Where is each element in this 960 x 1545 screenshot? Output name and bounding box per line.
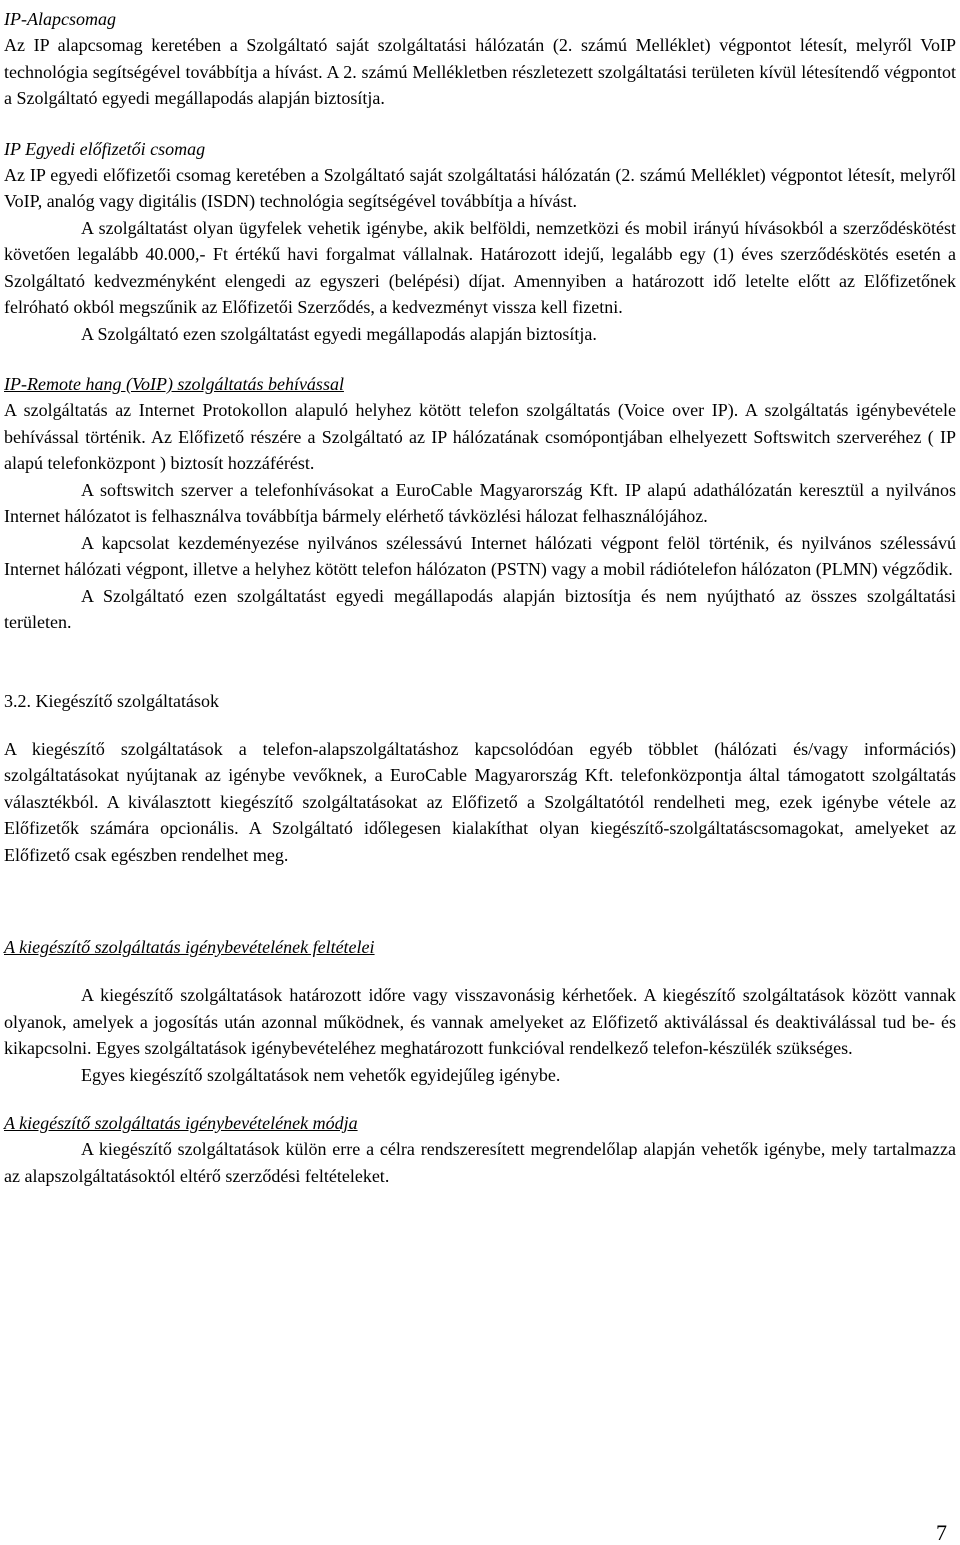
heading-conditions: A kiegészítő szolgáltatás igénybevételének feltételei (4, 937, 375, 957)
paragraph: A softswitch szerver a telefonhívásokat a EuroCable Magyarország Kft. IP alapú adathálózatán keresztül a nyilvános Internet hálózatot is felhasználva továbbítja bármely elérhető távközlési hálozat felhasználójához. (4, 479, 956, 526)
page-number: 7 (936, 1520, 947, 1545)
heading-ip-individual: IP Egyedi előfizetői csomag (4, 138, 206, 159)
paragraph: A szolgáltatás az Internet Protokollon alapuló helyhez kötött telefon szolgáltatás (Voice over IP). A szolgáltatás igénybevétele behívással történik. Az Előfizető részére a Szolgáltató az IP hálózatának csomópontjában elhelyezett Softswitch szerveréhez ( IP alapú telefonközpont ) biztosít hozzáférést. (4, 400, 956, 473)
paragraph: A kiegészítő szolgáltatások külön erre a célra rendszeresített megrendelőlap alapján vehetők igénybe, mely tartalmazza az alapszolgáltatásoktól eltérő szerződési feltételeket. (4, 1139, 956, 1186)
heading-ip-remote: IP-Remote hang (VoIP) szolgáltatás behívással (4, 374, 344, 394)
paragraph: A kapcsolat kezdeményezése nyilvános szélessávú Internet hálózati végpont felöl történik, és nyilvános szélessávú Internet hálózati végpont, illetve a helyhez kötött telefon hálózaton (PSTN) vagy a mobil rádiótelefon hálózaton (PLMN) végződik. (4, 532, 956, 579)
heading-method: A kiegészítő szolgáltatás igénybevételének módja (4, 1113, 358, 1133)
paragraph: A kiegészítő szolgáltatások a telefon-alapszolgáltatáshoz kapcsolódóan egyéb többlet (hálózati és/vagy információs) szolgáltatásokat nyújtanak az igénybe vevőknek, a EuroCable Magyarország Kft. telefonközpontja által támogatott szolgáltatás választékból. A kiválasztott kiegészítő szolgáltatásokat az Előfizető a Szolgáltatótól rendelheti meg, ezek igénybe vétele az Előfizetők számára opcionális. A Szolgáltató időlegesen kialakíthat olyan kiegészítő-szolgáltatáscsomagokat, amelyeket az Előfizető csak egészben rendelhet meg. (4, 738, 956, 865)
paragraph: Az IP egyedi előfizetői csomag keretében a Szolgáltató saját szolgáltatási hálózatán (2. számú Melléklet) végpontot létesít, melyről VoIP, analóg vagy digitális (ISDN) technológia segítségével továbbítja a hívást. (4, 164, 956, 211)
paragraph: A Szolgáltató ezen szolgáltatást egyedi megállapodás alapján biztosítja és nem nyújtható az összes szolgáltatási területen. (4, 585, 956, 632)
heading-ip-base: IP-Alapcsomag (4, 9, 116, 29)
paragraph: A szolgáltatást olyan ügyfelek vehetik igénybe, akik belföldi, nemzetközi és mobil irányú hívásokból a szerződéskötést követően legalább 40.000,- Ft értékű havi forgalmat vállalnak. Határozott idejű, legalább egy (1) éves szerződéskötés esetén a Szolgáltató kedvezményként elengedi az egyszeri (belépési) díjat. Amennyiben a határozott idő letelte előtt az Előfizetőnek felróható okból megszűnik az Előfizetői Szerződés, a kedvezményt vissza kell fizetni. (4, 217, 956, 317)
heading-supplementary: 3.2. Kiegészítő szolgáltatások (4, 690, 219, 711)
paragraph: Az IP alapcsomag keretében a Szolgáltató saját szolgáltatási hálózatán (2. számú Melléklet) végpontot létesít, melyről VoIP technológia segítségével továbbítja a hívást. A 2. számú Mellékletben részletezett szolgáltatási területen kívül létesítendő végpontot a Szolgáltató egyedi megállapodás alapján biztosítja. (4, 35, 956, 108)
document-page (4, 6, 956, 1189)
paragraph: Egyes kiegészítő szolgáltatások nem vehetők egyidejűleg igénybe. (81, 1064, 561, 1085)
paragraph: A kiegészítő szolgáltatások határozott időre vagy visszavonásig kérhetőek. A kiegészítő szolgáltatások között vannak olyanok, amelyek a jogosítás után azonnal működnek, és vannak amelyeket az Előfizető aktiválással és deaktiválással tud be- és kikapcsolni. Egyes szolgáltatások igénybevételéhez meghatározott funkcióval rendelkező telefon-készülék szükséges. (4, 985, 956, 1058)
paragraph: A Szolgáltató ezen szolgáltatást egyedi megállapodás alapján biztosítja. (81, 323, 597, 344)
